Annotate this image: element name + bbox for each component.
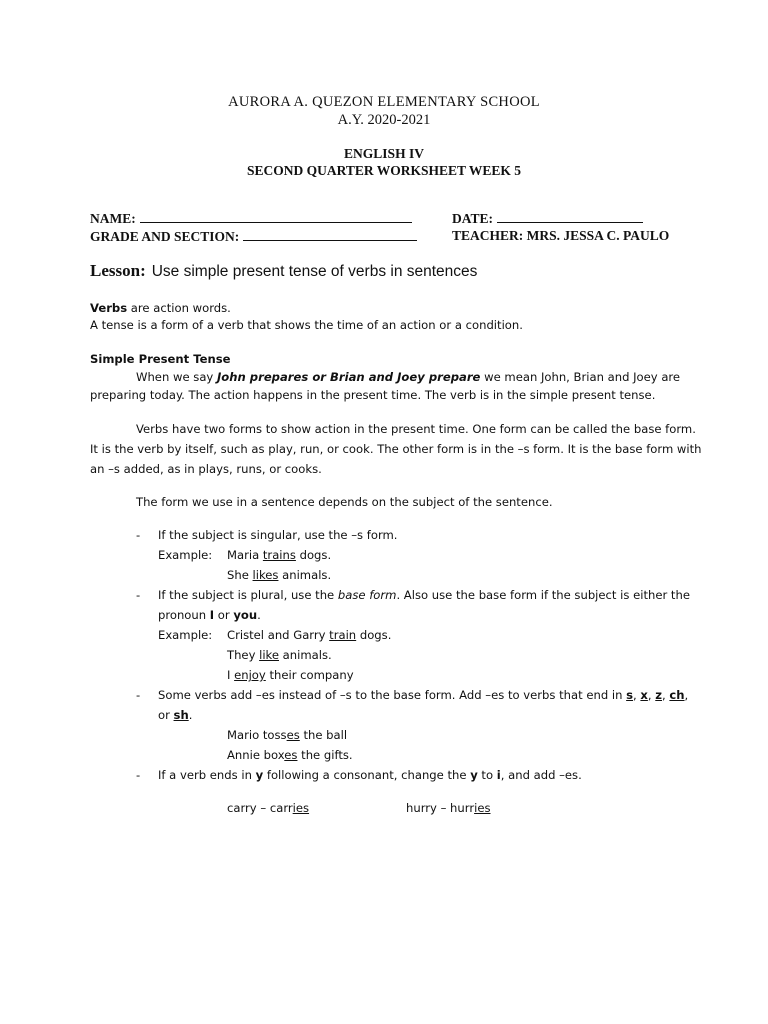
paragraph-2-line-1: Verbs have two forms to show action in the present time. One form can be called the base form. bbox=[136, 422, 696, 436]
rule-2-example-2: They like animals. bbox=[227, 648, 332, 662]
rule-2-example-3: I enjoy their company bbox=[227, 668, 354, 682]
rule-3-text-line-2: or sh. bbox=[158, 708, 193, 722]
rule-2-text-line-2: pronoun I or you. bbox=[158, 608, 261, 622]
paragraph-1-line-2: preparing today. The action happens in the present time. The verb is in the simple present tense. bbox=[90, 388, 656, 402]
date-field bbox=[452, 210, 643, 227]
rule-1-example-2: She likes animals. bbox=[227, 568, 332, 582]
rule-3-text-line-1: Some verbs add –es instead of –s to the base form. Add –es to verbs that end in s, x, z, ch, bbox=[158, 688, 689, 702]
school-year: A.Y. 2020-2021 bbox=[337, 112, 431, 128]
teacher-field: TEACHER: MRS. JESSA C. PAULO bbox=[452, 228, 670, 243]
grade-section-field bbox=[90, 228, 417, 245]
rule-1-dash: - bbox=[136, 528, 141, 542]
rule-1-example-1: Maria trains dogs. bbox=[227, 548, 332, 562]
lesson-label: Lesson: bbox=[90, 261, 146, 280]
example-carry: carry – carries bbox=[227, 801, 310, 815]
paragraph-2-line-2: It is the verb by itself, such as play, run, or cook. The other form is in the –s form. It is the base form with bbox=[90, 442, 702, 456]
rule-2-text-line-1: If the subject is plural, use the base form. Also use the base form if the subject is either the bbox=[158, 588, 690, 602]
rule-1-example-label: Example: bbox=[158, 548, 213, 562]
rule-4-dash: - bbox=[136, 768, 141, 782]
section-heading: Simple Present Tense bbox=[90, 352, 231, 366]
rule-1-text: If the subject is singular, use the –s form. bbox=[158, 528, 398, 542]
date-label: DATE: bbox=[452, 211, 494, 226]
rule-4-text: If a verb ends in y following a consonant, change the y to i, and add –es. bbox=[158, 768, 582, 782]
rule-3-example-1: Mario tosses the ball bbox=[227, 728, 348, 742]
paragraph-3: The form we use in a sentence depends on the subject of the sentence. bbox=[136, 495, 553, 509]
subject-title: ENGLISH IV bbox=[344, 146, 424, 161]
paragraph-2-line-3: an –s added, as in plays, runs, or cooks. bbox=[90, 462, 322, 476]
paragraph-1-line-1: When we say John prepares or Brian and Joey prepare we mean John, Brian and Joey are bbox=[136, 370, 681, 384]
school-name: AURORA A. QUEZON ELEMENTARY SCHOOL bbox=[228, 94, 540, 110]
worksheet-title: SECOND QUARTER WORKSHEET WEEK 5 bbox=[246, 163, 522, 178]
name-label: NAME: bbox=[90, 211, 136, 226]
lesson-heading bbox=[90, 261, 477, 281]
tense-definition: A tense is a form of a verb that shows the time of an action or a condition. bbox=[90, 318, 523, 332]
rule-3-dash: - bbox=[136, 688, 141, 702]
verbs-definition: Verbs are action words. bbox=[90, 301, 231, 315]
grade-section-label: GRADE AND SECTION: bbox=[90, 229, 240, 244]
name-field bbox=[90, 210, 412, 227]
name-blank-line[interactable] bbox=[140, 210, 412, 223]
example-hurry: hurry – hurries bbox=[406, 801, 491, 815]
rule-2-example-1: Cristel and Garry train dogs. bbox=[227, 628, 392, 642]
rule-3-example-2: Annie boxes the gifts. bbox=[227, 748, 353, 762]
date-blank-line[interactable] bbox=[497, 210, 643, 223]
lesson-title: Use simple present tense of verbs in sentences bbox=[151, 263, 478, 280]
rule-2-dash: - bbox=[136, 588, 141, 602]
rule-2-example-label: Example: bbox=[158, 628, 213, 642]
grade-section-blank-line[interactable] bbox=[243, 228, 417, 241]
